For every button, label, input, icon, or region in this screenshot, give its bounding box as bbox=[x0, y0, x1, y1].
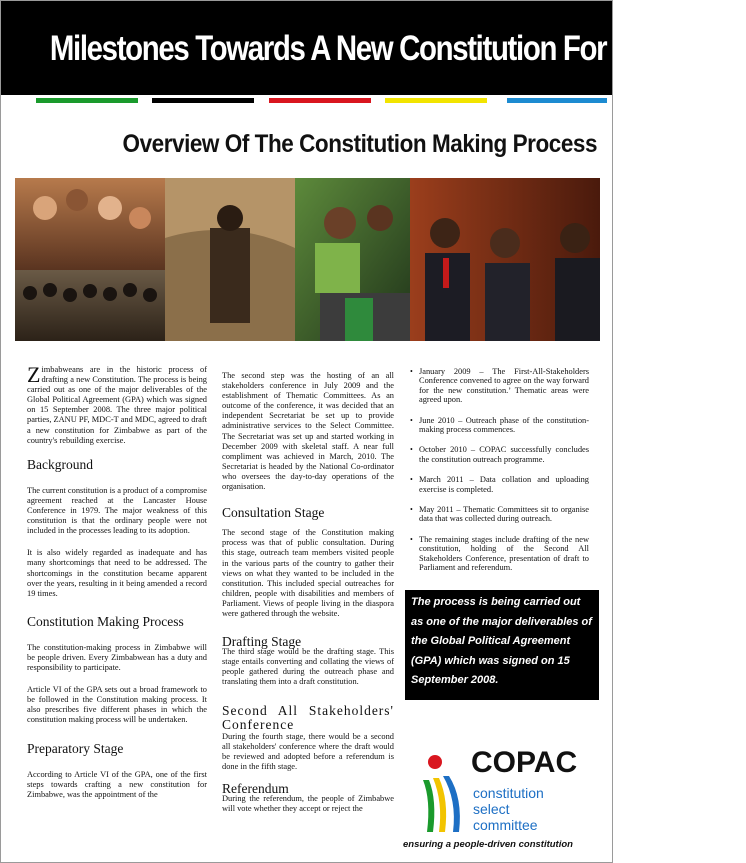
column-2 bbox=[222, 365, 394, 822]
photo-graduates bbox=[15, 270, 165, 341]
referendum-heading: Referendum bbox=[222, 780, 289, 796]
timeline-item: • The remaining stages include drafting of the new constitution, holding of the Second All Stakeholders Conference, presentation of draft to Parliament and referendum. bbox=[419, 535, 589, 573]
page-title: Milestones Towards A New Constitution For Zimbabwe bbox=[49, 29, 746, 68]
consultation-paragraph: The second stage of the Constitution making process was that of public consultation. During this stage, outreach team members visited people in the various parts of the country to gather their views on what they wanted to be included in the constitution. This included special outreaches for children, people with disabilities and members of Parliament. Views of people living in the diaspora were gathered through the website. bbox=[222, 528, 394, 618]
copac-line-3: committee bbox=[473, 817, 538, 833]
copac-line-2: select bbox=[473, 801, 510, 817]
preparatory-paragraph: According to Article VI of the GPA, one of the first steps towards crafting a new constitution for Zimbabwe, was the appointment of the bbox=[27, 769, 207, 799]
cmp-paragraph-1: The constitution-making process in Zimbabwe will be people driven. Every Zimbabwean has a duty and responsibility to participate. bbox=[27, 642, 207, 673]
stripe-red bbox=[269, 98, 371, 103]
stripe-green bbox=[36, 98, 138, 103]
column-1 bbox=[27, 362, 208, 808]
drop-cap: Z bbox=[27, 362, 41, 387]
column-3 bbox=[409, 367, 589, 584]
cmp-paragraph-2: Article VI of the GPA sets out a broad framework to be followed in the Constitution making process. It also prescribes five different phases in which the constitution making process will be undertaken. bbox=[27, 685, 207, 725]
timeline-item: • January 2009 – The First-All-Stakeholders Conference convened to agree on the way forward for the new constitution.’ Thematic areas were agreed upon. bbox=[419, 367, 589, 405]
second-conference-heading: Second All Stakeholders' Conference bbox=[222, 702, 394, 732]
intro-paragraph: Zimbabweans are in the historic process of drafting a new Constitution. The process is being carried out as one of the major deliverables of the Global Political Agreement (GPA) which was signed on 15 September 2008. The three major political parties, ZANU PF, MDC-T and MDC, agreed to draft a new constitution for Zimbabwe as part of the country's rebuilding exercise. bbox=[27, 362, 207, 445]
drafting-paragraph: The third stage would be the drafting stage. This stage entails converting and collating the views of people gathered during the outreach phase and translating them into a draft constitution. bbox=[222, 647, 394, 687]
stripe-black bbox=[152, 98, 254, 103]
color-stripes bbox=[0, 98, 613, 104]
background-paragraph-1: The current constitution is a product of a compromise agreement reached at the Lancaster House Conference in 1979. The major weakness of this constitution is that the ordinary people were not included in the processes leading to its adoption. bbox=[27, 485, 208, 536]
stripe-blue bbox=[507, 98, 607, 103]
timeline-item: • October 2010 – COPAC successfully concludes the constitution outreach programme. bbox=[419, 445, 589, 464]
timeline-item: • May 2011 – Thematic Committees sit to organise data that was collected during outreach. bbox=[419, 505, 589, 524]
referendum-paragraph: During the referendum, the people of Zimbabwe will vote whether they accept or reject the bbox=[222, 794, 394, 814]
background-heading: Background bbox=[27, 456, 93, 472]
preparatory-heading: Preparatory Stage bbox=[27, 740, 124, 756]
copac-logo bbox=[403, 740, 603, 855]
section-title: Overview Of The Constitution Making Process bbox=[122, 130, 597, 158]
drafting-heading: Drafting Stage bbox=[222, 634, 302, 650]
copac-wordmark: COPAC bbox=[471, 746, 578, 779]
timeline-list bbox=[409, 367, 589, 573]
copac-line-1: constitution bbox=[473, 785, 544, 801]
stakeholders-paragraph: The second step was the hosting of an all stakeholders conference in July 2009 and the establishment of Thematic Committees. As an outcome of the conference, it was decided that an independent Secretariat be set up to provide administrative services to the Select Committee. The Secretariat was set up and started working in December 2009 with skeletal staff. A near full compliment was achieved in March, 2010. The Secretariat is headed by the National Co-ordinator who oversees the day-to-day operations of the organisation. bbox=[222, 371, 394, 492]
timeline-item: • March 2011 – Data collation and uploading exercise is completed. bbox=[419, 475, 589, 494]
timeline-item: • June 2010 – Outreach phase of the constitution-making process commences. bbox=[419, 416, 589, 435]
photo-collage bbox=[15, 178, 600, 341]
second-conference-paragraph: During the fourth stage, there would be a second all stakeholders' conference where the draft would be reviewed and adopted before a referendum is done in the fifth stage. bbox=[222, 731, 394, 771]
stripe-yellow bbox=[385, 98, 487, 103]
background-paragraph-2: It is also widely regarded as inadequate and has many shortcomings that need to be addressed. The shortcomings in the constitution became apparent over the years, resulting in it being amended a record 19 times. bbox=[27, 548, 207, 598]
consultation-heading: Consultation Stage bbox=[222, 505, 325, 521]
cmp-heading: Constitution Making Process bbox=[27, 613, 184, 629]
copac-emblem-icon bbox=[413, 740, 473, 840]
copac-tagline: ensuring a people-driven constitution bbox=[403, 839, 573, 850]
callout-box: The process is being carried out as one of the major deliverables of the Global Political Agreement (GPA) which was signed on 15 September 2008. bbox=[405, 590, 599, 700]
title-banner bbox=[1, 1, 746, 95]
